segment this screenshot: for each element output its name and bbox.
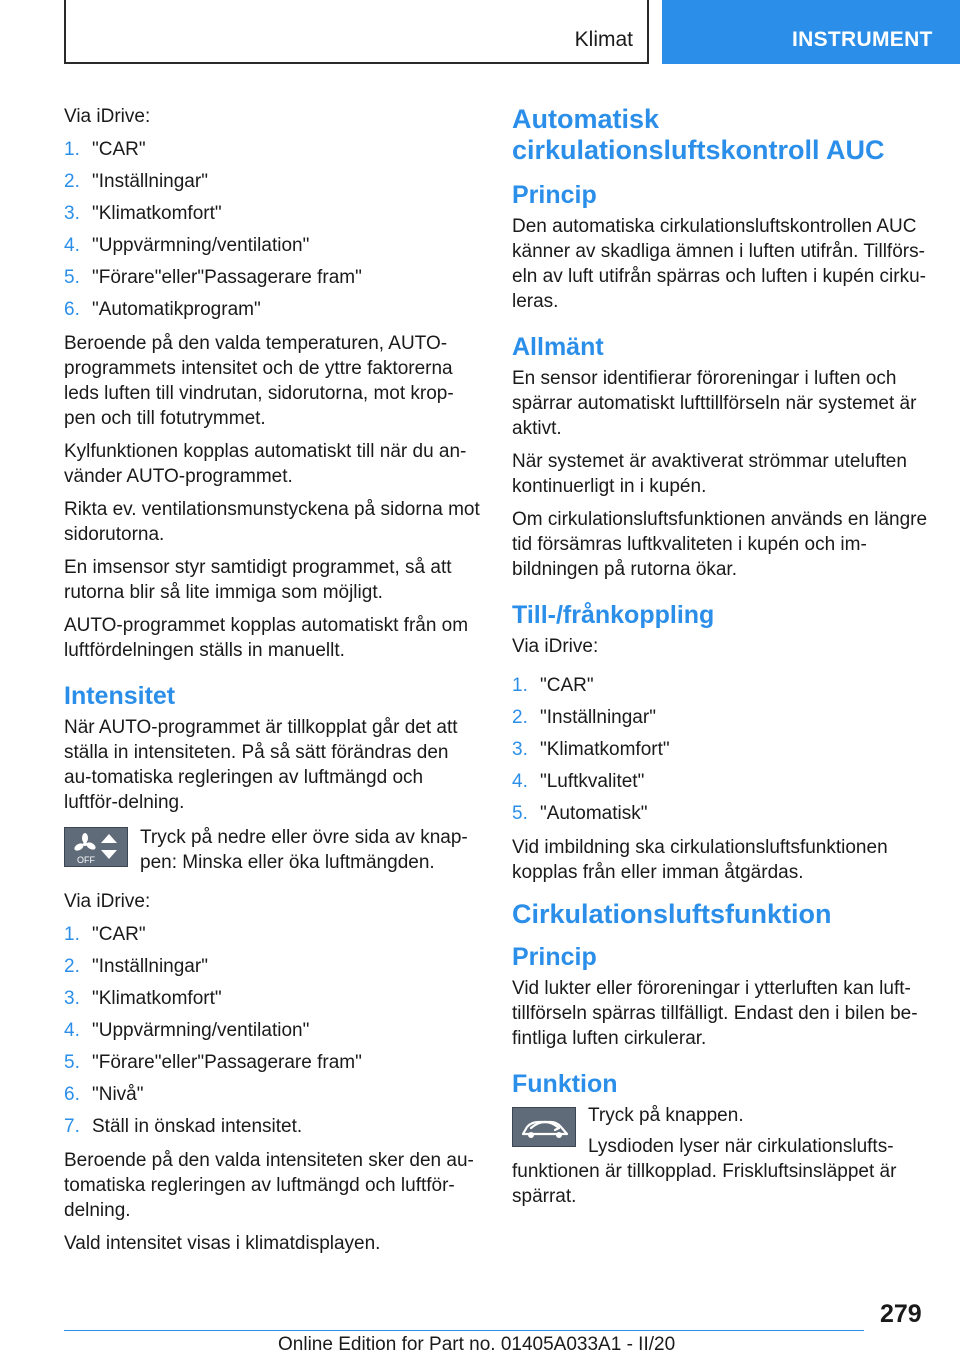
- step-text: "Inställningar": [92, 170, 208, 192]
- list-item: [512, 733, 930, 765]
- header-section-box: [64, 0, 649, 64]
- paragraph: En imsensor styr samtidigt programmet, så att rutorna blir så lite immiga som möjligt.: [64, 557, 452, 603]
- heading-princip: Princip: [512, 181, 597, 209]
- step-text: "Uppvärmning/ventilation": [92, 1019, 310, 1041]
- step-number: 1.: [64, 923, 80, 945]
- step-text: "Automatikprogram": [92, 298, 261, 320]
- step-text: "CAR": [540, 674, 594, 696]
- heading-intensitet: Intensitet: [64, 682, 176, 710]
- recirculation-button-icon: [512, 1107, 576, 1147]
- list-item: [64, 165, 480, 197]
- paragraph: Om cirkulationsluftsfunktionen används en längre tid försämras luftkvaliteten i kupén och im-bildningen på rutorna ökar.: [512, 509, 928, 580]
- step-text: "Inställningar": [540, 706, 656, 728]
- paragraph: Tryck på knappen.: [588, 1105, 744, 1126]
- list-item: [64, 1046, 480, 1078]
- list-item: [64, 293, 480, 325]
- list-item: [512, 701, 930, 733]
- list-item: [64, 261, 480, 293]
- paragraph: Rikta ev. ventilationsmunstyckena på sidorna mot sidorutorna.: [64, 499, 480, 545]
- steps-list-intensity: [64, 918, 480, 1142]
- step-text: "Förare"eller"Passagerare fram": [92, 266, 362, 288]
- step-number: 3.: [64, 202, 80, 224]
- steps-list-auto: [64, 133, 480, 325]
- list-item: [64, 918, 480, 950]
- step-text: "Automatisk": [540, 802, 648, 824]
- list-item: [64, 1110, 480, 1142]
- step-number: 5.: [512, 802, 528, 824]
- list-item: [64, 133, 480, 165]
- step-text: "Nivå": [92, 1083, 144, 1105]
- heading-allmant: Allmänt: [512, 333, 604, 361]
- footer-edition: Online Edition for Part no. 01405A033A1 - II/20: [278, 1334, 676, 1355]
- paragraph: Beroende på den valda intensiteten sker den au-tomatiska regleringen av luftmängd och luftför-delning.: [64, 1150, 474, 1221]
- header-chapter-tab: [662, 0, 960, 64]
- via-idrive-label: Via iDrive:: [64, 891, 151, 912]
- step-number: 2.: [64, 170, 80, 192]
- list-item: [512, 765, 930, 797]
- left-column: [64, 104, 480, 1264]
- list-item: [64, 1014, 480, 1046]
- heading-cirkulationsluftsfunktion: Cirkulationsluftsfunktion: [512, 899, 832, 929]
- step-number: 3.: [512, 738, 528, 760]
- recirculation-instruction: [512, 1103, 930, 1209]
- paragraph: Den automatiska cirkulationsluftskontrollen AUC känner av skadliga ämnen i luften utifrån. Tillförs-eln av luft utifrån spärras och luften i kupén cirku-leras.: [512, 216, 926, 312]
- via-idrive-label: Via iDrive:: [512, 636, 599, 657]
- paragraph: Vald intensitet visas i klimatdisplayen.: [64, 1233, 381, 1254]
- paragraph: Kylfunktionen kopplas automatiskt till när du an-vänder AUTO-programmet.: [64, 441, 467, 487]
- list-item: [64, 229, 480, 261]
- via-idrive-label: Via iDrive:: [64, 106, 151, 127]
- step-number: 3.: [64, 987, 80, 1009]
- list-item: [512, 669, 930, 701]
- list-item: [64, 1078, 480, 1110]
- step-number: 5.: [64, 266, 80, 288]
- svg-text:OFF: OFF: [77, 855, 95, 865]
- step-text: "CAR": [92, 138, 146, 160]
- steps-list-auc: [512, 669, 930, 829]
- paragraph: Beroende på den valda temperaturen, AUTO-programmets intensitet och de yttre faktorerna leds luften till vindrutan, sidorutorna, mot krop-pen och till fotutrymmet.: [64, 333, 454, 429]
- step-text: "Förare"eller"Passagerare fram": [92, 1051, 362, 1073]
- list-item: [64, 982, 480, 1014]
- header-chapter-title: INSTRUMENT: [792, 28, 933, 51]
- paragraph: AUTO-programmet kopplas automatiskt från om luftfördelningen ställs in manuellt.: [64, 615, 469, 661]
- heading-till-frankoppling: Till-/frånkoppling: [512, 601, 715, 629]
- step-number: 1.: [512, 674, 528, 696]
- fan-button-icon: [64, 827, 128, 867]
- fan-button-text: Tryck på nedre eller övre sida av knap-pen: Minska eller öka luftmängden.: [140, 827, 468, 873]
- step-number: 2.: [512, 706, 528, 728]
- step-text: "Klimatkomfort": [540, 738, 670, 760]
- step-text: "Klimatkomfort": [92, 987, 222, 1009]
- page-number: 279: [880, 1300, 922, 1328]
- step-number: 6.: [64, 298, 80, 320]
- step-number: 4.: [64, 1019, 80, 1041]
- step-text: "Klimatkomfort": [92, 202, 222, 224]
- step-number: 7.: [64, 1115, 80, 1137]
- step-text: "Inställningar": [92, 955, 208, 977]
- list-item: [64, 950, 480, 982]
- step-number: 2.: [64, 955, 80, 977]
- step-number: 4.: [64, 234, 80, 256]
- paragraph: Vid lukter eller föroreningar i ytterluften kan luft-tillförseln spärras tillfälligt. Endast den i bilen be-fintliga luften cirkulerar.: [512, 978, 918, 1049]
- step-number: 6.: [64, 1083, 80, 1105]
- step-text: "Luftkvalitet": [540, 770, 645, 792]
- list-item: [512, 797, 930, 829]
- right-column: [512, 104, 930, 1217]
- step-text: "CAR": [92, 923, 146, 945]
- paragraph: När AUTO-programmet är tillkopplat går det att ställa in intensiteten. På så sätt förändras den au-tomatiska regleringen av luftmängd och luftför-delning.: [64, 717, 458, 813]
- fan-button-instruction: [64, 825, 480, 875]
- step-number: 1.: [64, 138, 80, 160]
- list-item: [64, 197, 480, 229]
- paragraph: När systemet är avaktiverat strömmar uteluften kontinuerligt in i kupén.: [512, 451, 907, 497]
- paragraph: Vid imbildning ska cirkulationsluftsfunktionen kopplas från eller imman åtgärdas.: [512, 837, 888, 883]
- step-number: 5.: [64, 1051, 80, 1073]
- heading-princip: Princip: [512, 943, 597, 971]
- paragraph: En sensor identifierar föroreningar i luften och spärrar automatiskt lufttillförseln när systemet är aktivt.: [512, 368, 917, 439]
- step-text: Ställ in önskad intensitet.: [92, 1115, 303, 1137]
- heading-funktion: Funktion: [512, 1070, 618, 1098]
- step-text: "Uppvärmning/ventilation": [92, 234, 310, 256]
- header-section-title: Klimat: [574, 28, 633, 51]
- paragraph: Lysdioden lyser när cirkulationslufts-funktionen är tillkopplad. Friskluftsinsläppet är spärrat.: [512, 1136, 897, 1207]
- heading-auc: Automatisk cirkulationsluftskontroll AUC: [512, 104, 885, 165]
- step-number: 4.: [512, 770, 528, 792]
- footer-divider: [64, 1330, 864, 1331]
